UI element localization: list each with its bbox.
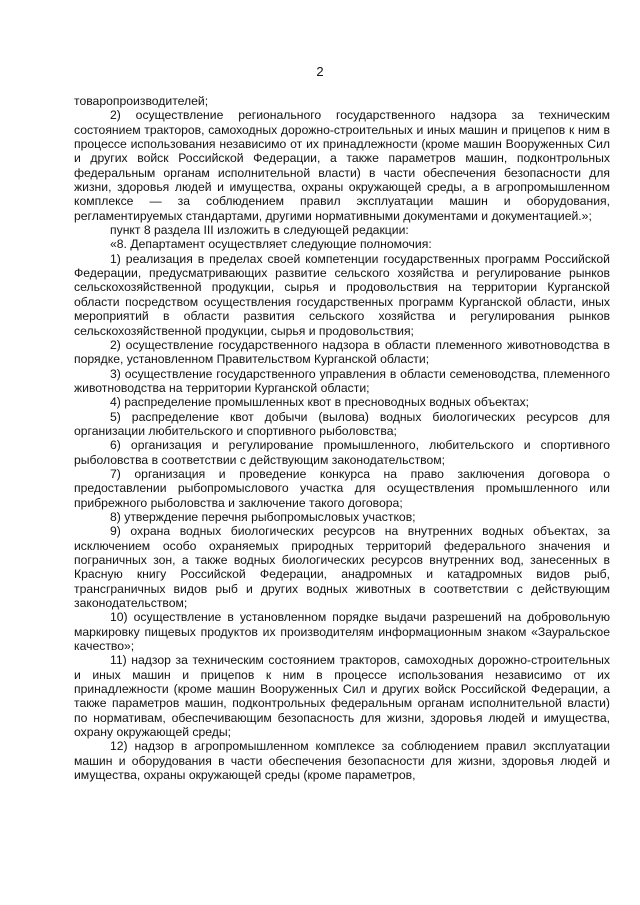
page-number: 2 (316, 64, 324, 79)
paragraph-item-8: 8) утверждение перечня рыбопромысловых участков; (110, 509, 416, 524)
paragraph-item-11: 11) надзор за техническим состоянием тракторов, самоходных дорожно-строительных и иных машин и прицепов к ним в процессе использования независимо от их принадлежности (кроме машин Вооруженных Сил и других войск Российской Федерации, а также параметров машин, подконтрольных федеральным органам исполнительной власти) по нормативам, обеспечивающим безопасность для жизни, здоровья людей и имущества, охрану окружающей среды; (74, 653, 610, 740)
paragraph-item-6: 6) организация и регулирование промышленного, любительского и спортивного рыболовства в соответствии с действующим законодательством; (74, 438, 610, 467)
paragraph-item-10: 10) осуществление в установленном порядке выдачи разрешений на добровольную маркировку пищевых продуктов их производителям информационным знаком «Зауральское качество»; (74, 610, 610, 654)
paragraph-item-4: 4) распределение промышленных квот в пресноводных водных объектах; (110, 395, 530, 410)
paragraph-item-1: 1) реализация в пределах своей компетенции государственных программ Российской Федерации, предусматривающих развитие сельского хозяйства и регулирование рынков сельскохозяйственной продукции, сырья и продовольствия на территории Курганской области посредством осуществления государственных программ Курганской области, иных мероприятий в области развития сельского хозяйства и регулирования рынков сельскохозяйственной продукции, сырья и продовольствия; (74, 251, 610, 338)
paragraph-item-7: 7) организация и проведение конкурса на право заключения договора о предоставлении рыбопромыслового участка для осуществления промышленного или прибрежного рыболовства и заключение такого договора; (74, 466, 610, 510)
paragraph-continuation: товаропроизводителей; (74, 94, 209, 108)
paragraph-section-8-heading: «8. Департамент осуществляет следующие полномочия: (110, 237, 432, 252)
paragraph-amendment-instruction: пункт 8 раздела III изложить в следующей редакции: (110, 223, 409, 238)
paragraph-item-5: 5) распределение квот добычи (вылова) водных биологических ресурсов для организации любительского и спортивного рыболовства; (74, 409, 610, 438)
document-body (74, 94, 610, 783)
paragraph-item-9: 9) охрана водных биологических ресурсов на внутренних водных объектах, за исключением особо охраняемых природных территорий федерального значения и пограничных зон, а также водных биологических ресурсов внутренних вод, занесенных в Красную книгу Российской Федерации, анадромных и катадромных видов рыб, трансграничных видов рыб и других водных животных в соответствии с действующим законодательством; (74, 524, 610, 611)
paragraph-item-12: 12) надзор в агропромышленном комплексе за соблюдением правил эксплуатации машин и оборудования в части обеспечения безопасности для жизни, здоровья людей и имущества, охраны окружающей среды (кроме параметров, (74, 739, 610, 783)
paragraph-item-2: 2) осуществление государственного надзора в области племенного животноводства в порядке, установленном Правительством Курганской области; (74, 337, 610, 367)
paragraph-item-3: 3) осуществление государственного управления в области семеноводства, племенного животноводства на территории Курганской области; (74, 366, 610, 395)
paragraph-item-2-regional-supervision: 2) осуществление регионального государственного надзора за техническим состоянием тракторов, самоходных дорожно-строительных и иных машин и прицепов к ним в процессе использования независимо от их принадлежности (кроме машин Вооруженных Сил и других войск Российской Федерации, а также параметров машин, подконтрольных федеральным органам исполнительной власти) в части обеспечения безопасности для жизни, здоровья людей и имущества, охраны окружающей среды, а в агропромышленном комплексе — за соблюдением правил эксплуатации машин и оборудования, регламентируемых стандартами, другими нормативными документами и документацией.»; (74, 108, 610, 223)
